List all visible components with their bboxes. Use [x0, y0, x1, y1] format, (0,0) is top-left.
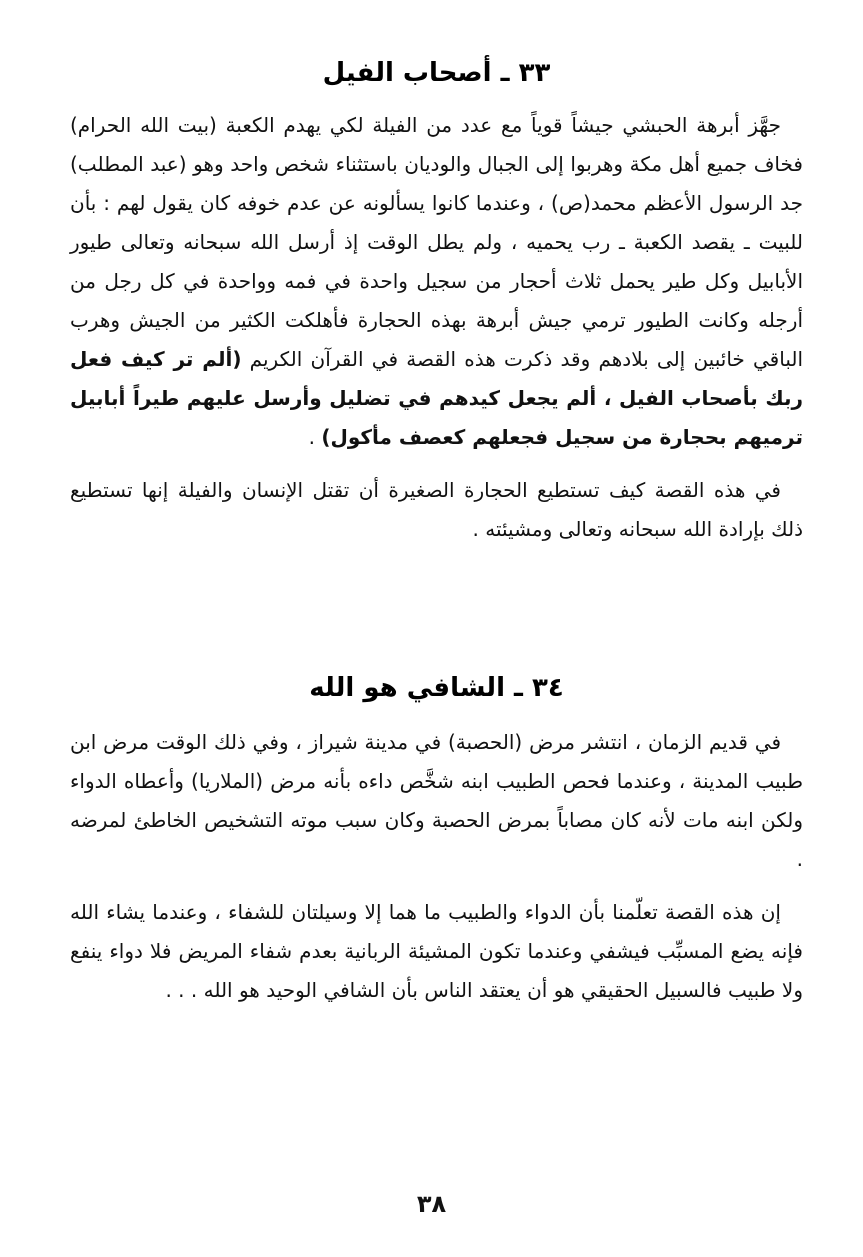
section-33-paragraph-1 [70, 106, 803, 457]
section-33-paragraph-1-end: . [308, 425, 322, 449]
section-33 [70, 55, 803, 549]
quran-verse: (ألم تر كيف فعل ربك بأصحاب الفيل ، ألم يجعل كيدهم في تضليل وأرسل عليهم طيراً أبابيل ترميهم بحجارة من سجيل فجعلهم كعصف مأكول) [70, 347, 803, 449]
section-34 [70, 670, 803, 1010]
section-33-paragraph-2: في هذه القصة كيف تستطيع الحجارة الصغيرة أن تقتل الإنسان والفيلة إنها تستطيع ذلك بإرادة الله سبحانه وتعالى ومشيئته . [70, 478, 803, 541]
section-33-paragraph-1-text: جهَّز أبرهة الحبشي جيشاً قوياً مع عدد من الفيلة لكي يهدم الكعبة (بيت الله الحرام) فخاف جميع أهل مكة وهربوا إلى الجبال والوديان باستثناء شخص واحد وهو (عبد المطلب) جد الرسول الأعظم محمد(ص) ، وعندما كانوا يسألونه عن عدم خوفه كان يقول لهم : بأن للبيت ـ يقصد الكعبة ـ رب يحميه ، ولم يطل الوقت إذ أرسل الله سبحانه وتعالى طيور الأبابيل وكل طير يحمل ثلاث أحجار من سجيل واحدة في فمه وواحدة في كل رجل من أرجله وكانت الطيور ترمي جيش أبرهة بهذه الحجارة فأهلكت الكثير من الجيش وهرب الباقي خائبين إلى بلادهم وقد ذكرت هذه القصة في القرآن الكريم [70, 113, 804, 371]
section-34-paragraph-2: إن هذه القصة تعلّمنا بأن الدواء والطبيب ما هما إلا وسيلتان للشفاء ، وعندما يشاء الله فإنه يضع المسبِّب فيشفي وعندما تكون المشيئة الربانية بعدم شفاء المريض فلا دواء ينفع ولا طبيب فالسبيل الحقيقي هو أن يعتقد الناس بأن الشافي الوحيد هو الله . . . [70, 900, 803, 1002]
section-34-paragraph-1: في قديم الزمان ، انتشر مرض (الحصبة) في مدينة شيراز ، وفي ذلك الوقت مرض ابن طبيب المدينة ، وعندما فحص الطبيب ابنه شخَّص داءه بأنه مرض (الملاريا) وأعطاه الدواء ولكن ابنه مات لأنه كان مصاباً بمرض الحصبة وكان سبب موته التشخيص الخاطئ لمرضه . [70, 730, 803, 871]
section-33-title: ٣٣ ـ أصحاب الفيل [322, 58, 551, 88]
section-34-title: ٣٤ ـ الشافي هو الله [309, 673, 564, 703]
page-number: ٣٨ [416, 1190, 447, 1218]
